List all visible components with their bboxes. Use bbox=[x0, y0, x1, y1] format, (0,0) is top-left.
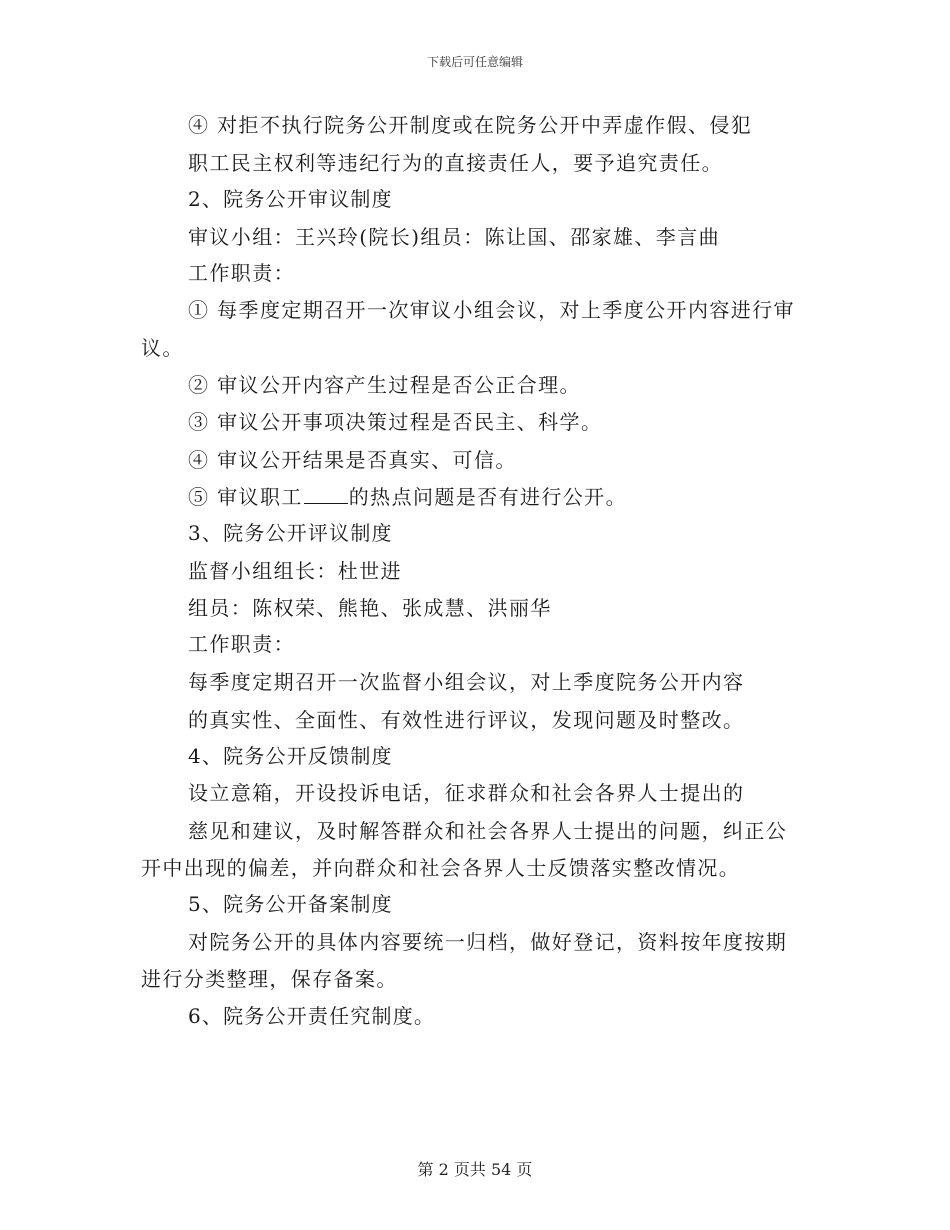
page-header: 下载后可任意编辑 bbox=[426, 55, 523, 69]
paragraph-line: 职工民主权利等违纪行为的直接责任人，要予追究责任。 bbox=[188, 151, 723, 175]
paragraph-line: 开中出现的偏差，并向群众和社会各界人士反馈落实整改情况。 bbox=[141, 856, 741, 880]
paragraph-line: ② 审议公开内容产生过程是否公正合理。 bbox=[188, 373, 581, 397]
paragraph-line: 审议小组：王兴玲(院长)组员：陈让国、邵家雄、李言曲 bbox=[188, 225, 721, 249]
paragraph-line: 慈见和建议，及时解答群众和社会各界人士提出的问题，纠正公 bbox=[188, 819, 788, 843]
paragraph-line: 工作职责： bbox=[188, 261, 295, 285]
paragraph-line: 议。 bbox=[141, 336, 184, 360]
paragraph-line: 工作职责： bbox=[188, 632, 295, 656]
paragraph-line: ③ 审议公开事项决策过程是否民主、科学。 bbox=[188, 410, 603, 434]
paragraph-line: ④ 审议公开结果是否真实、可信。 bbox=[188, 448, 517, 472]
section-heading: 2、院务公开审议制度 bbox=[188, 187, 393, 211]
fill-in-blank bbox=[304, 487, 348, 504]
section-heading: 5、院务公开备案制度 bbox=[188, 892, 393, 916]
blank-line-before: ⑤ 审议职工 bbox=[188, 485, 303, 509]
paragraph-line: 对院务公开的具体内容要统一归档，做好登记，资料按年度按期 bbox=[188, 930, 788, 954]
paragraph-line-with-blank bbox=[188, 485, 627, 509]
paragraph-line: ① 每季度定期召开一次审议小组会议，对上季度公开内容进行审 bbox=[188, 298, 795, 322]
paragraph-line: 监督小组组长：杜世进 bbox=[188, 559, 402, 583]
paragraph-line: 设立意箱，开设投诉电话，征求群众和社会各界人士提出的 bbox=[188, 781, 745, 805]
paragraph-line: 组员：陈权荣、熊艳、张成慧、洪丽华 bbox=[188, 596, 552, 620]
section-heading: 4、院务公开反馈制度 bbox=[188, 744, 393, 768]
paragraph-line: 每季度定期召开一次监督小组会议，对上季度院务公开内容 bbox=[188, 670, 745, 694]
section-heading: 3、院务公开评议制度 bbox=[188, 521, 393, 545]
blank-line-after: 的热点问题是否有进行公开。 bbox=[348, 485, 627, 509]
paragraph-line: 的真实性、全面性、有效性进行评议，发现问题及时整改。 bbox=[188, 708, 745, 732]
section-heading: 6、院务公开责任究制度。 bbox=[188, 1004, 436, 1028]
paragraph-line: 进行分类整理，保存备案。 bbox=[141, 967, 398, 991]
paragraph-line: ④ 对拒不执行院务公开制度或在院务公开中弄虚作假、侵犯 bbox=[188, 113, 753, 137]
page-number-footer: 第 2 页共 54 页 bbox=[417, 1160, 533, 1179]
